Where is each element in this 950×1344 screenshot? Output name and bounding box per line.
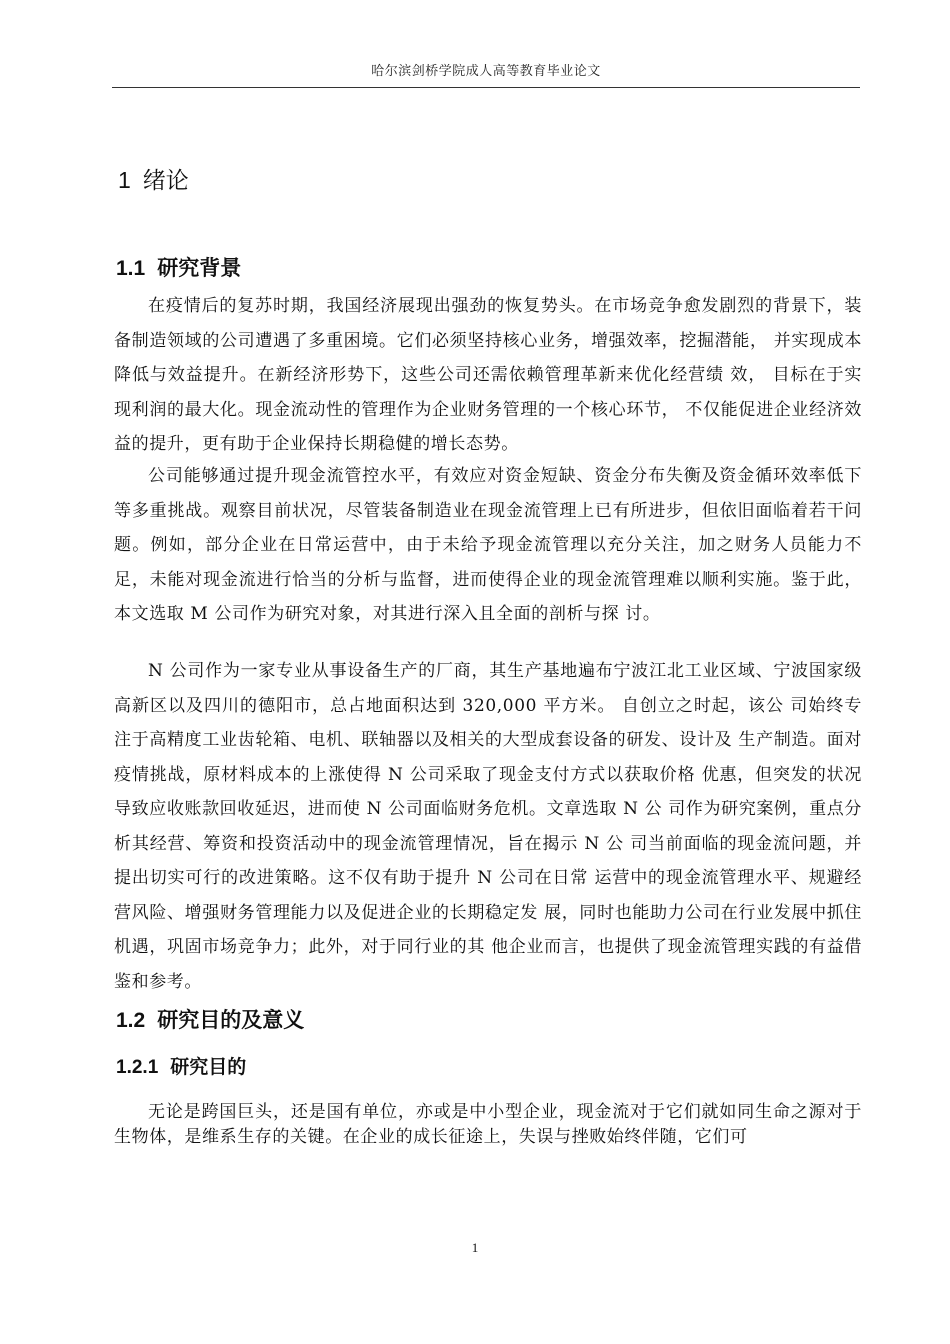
subsection-heading-1-2-1 bbox=[116, 1052, 246, 1079]
chapter-title: 绪论 bbox=[142, 168, 189, 194]
chapter-number: 1 bbox=[118, 167, 131, 193]
body-paragraph: 公司能够通过提升现金流管控水平，有效应对资金短缺、资金分布失衡及资金循环效率低下等多重挑战。观察目前状况，尽管装备制造业在现金流管理上已有所进步，但依旧面临着若干问题。例如，部分企业在日常运营中，由于未给予现金流管理以充分关注，加之财务人员能力不足，未能对现金流进行恰当的分析与监督，进而使得企业的现金流管理难以顺利实施。鉴于此，本文选取 M 公司作为研究对象，对其进行深入且全面的剖析与探 讨。 bbox=[114, 466, 862, 624]
page-number: 1 bbox=[471, 1240, 479, 1255]
body-paragraph: 在疫情后的复苏时期，我国经济展现出强劲的恢复势头。在市场竞争愈发剧烈的背景下，装备制造领域的公司遭遇了多重困境。它们必须坚持核心业务，增强效率，挖掘潜能， 并实现成本降低与效益提升。在新经济形势下，这些公司还需依赖管理革新来优化经营绩 效， 目标在于实现利润的最大化。现金流动性的管理作为企业财务管理的一个核心环节， 不仅能促进企业经济效益的提升，更有助于企业保持长期稳健的增长态势。 bbox=[114, 296, 862, 454]
body-paragraph: N 公司作为一家专业从事设备生产的厂商，其生产基地遍布宁波江北工业区域、宁波国家级高新区以及四川的德阳市，总占地面积达到 320,000 平方米。 自创立之时起，该公 司始终专注于高精度工业齿轮箱、电机、联轴器以及相关的大型成套设备的研发、设计及 生产制造。面对疫情挑战，原材料成本的上涨使得 N 公司采取了现金支付方式以获取价格 优惠，但突发的状况导致应收账款回收延迟，进而使 N 公司面临财务危机。文章选取 N 公 司作为研究案例，重点分析其经营、筹资和投资活动中的现金流管理情况，旨在揭示 N 公 司当前面临的现金流问题，并提出切实可行的改进策略。这不仅有助于提升 N 公司在日常 运营中的现金流管理水平、规避经营风险、增强财务管理能力以及促进企业的长期稳定发 展，同时也能助力公司在行业发展中抓住机遇，巩固市场竞争力；此外，对于同行业的其 他企业而言，也提供了现金流管理实践的有益借鉴和参考。 bbox=[114, 661, 862, 992]
section-number: 1.1 bbox=[116, 257, 146, 280]
section-heading-1-1 bbox=[116, 252, 241, 282]
subsection-title: 研究目的 bbox=[170, 1056, 247, 1078]
header-divider bbox=[112, 87, 860, 88]
running-header: 哈尔滨剑桥学院成人高等教育毕业论文 bbox=[371, 64, 601, 79]
chapter-heading bbox=[118, 162, 189, 195]
section-title: 研究目的及意义 bbox=[157, 1008, 305, 1032]
subsection-number: 1.2.1 bbox=[116, 1057, 159, 1078]
section-heading-1-2 bbox=[116, 1004, 304, 1034]
section-number: 1.2 bbox=[116, 1009, 146, 1032]
section-title: 研究背景 bbox=[157, 256, 242, 280]
body-paragraph: 无论是跨国巨头，还是国有单位，亦或是中小型企业，现金流对于它们就如同生命之源对于生物体，是维系生存的关键。在企业的成长征途上，失误与挫败始终伴随，它们可 bbox=[114, 1102, 862, 1147]
